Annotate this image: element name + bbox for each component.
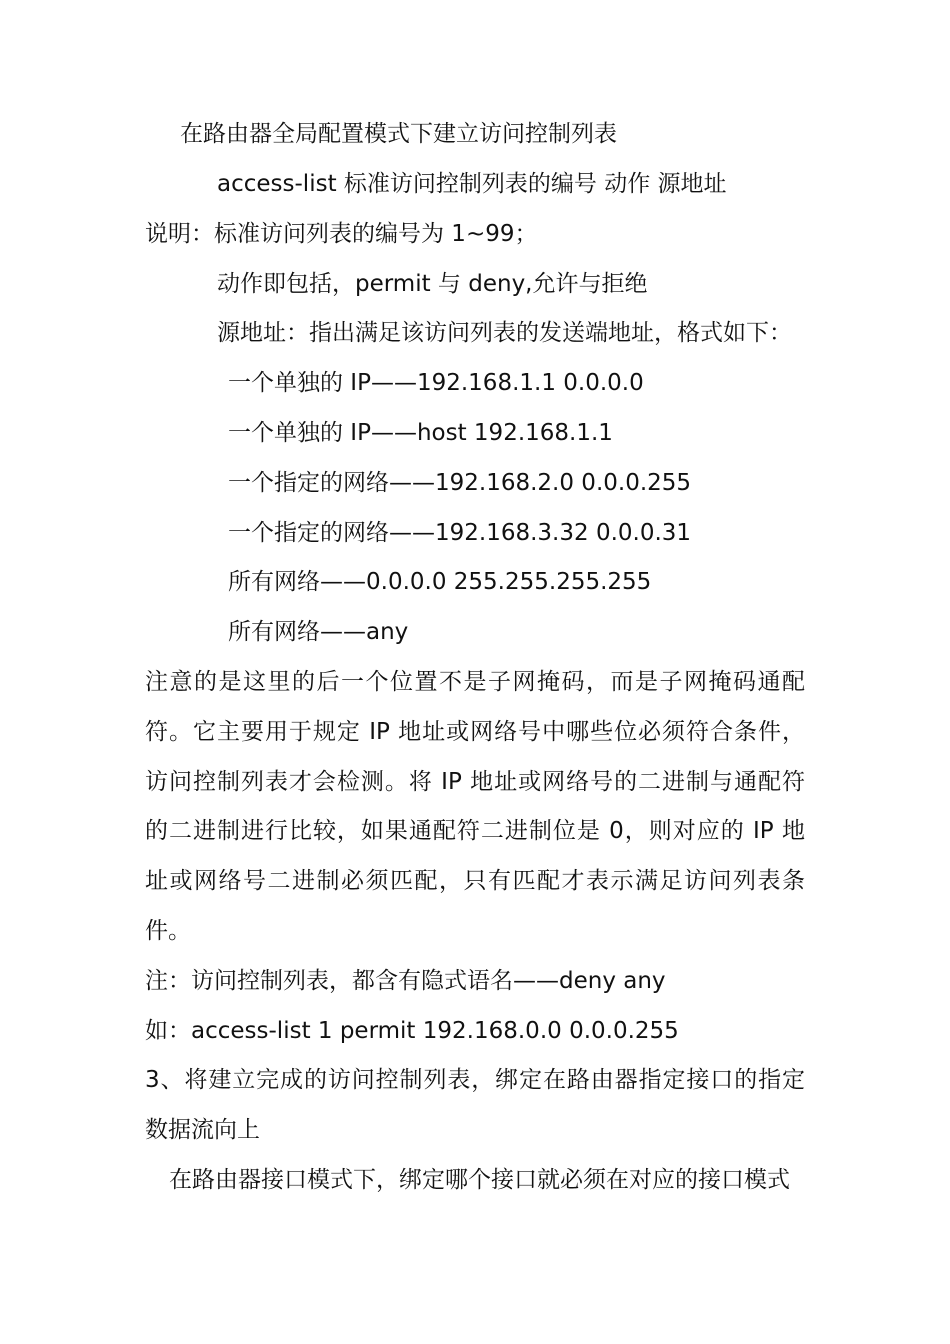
text-line-19: 如：access-list 1 permit 192.168.0.0 0.0.0.255	[145, 1018, 679, 1044]
text-line-4: 动作即包括，permit 与 deny,允许与拒绝	[217, 271, 648, 297]
text-line-6: 一个单独的 IP——192.168.1.1 0.0.0.0	[228, 370, 644, 396]
text-line-10: 所有网络——0.0.0.0 255.255.255.255	[228, 569, 652, 595]
text-line-15: 的二进制进行比较，如果通配符二进制位是 0，则对应的 IP 地	[145, 818, 805, 844]
text-line-8: 一个指定的网络——192.168.2.0 0.0.0.255	[228, 470, 692, 496]
text-line-21: 数据流向上	[145, 1117, 260, 1143]
text-line-16: 址或网络号二进制必须匹配，只有匹配才表示满足访问列表条	[145, 868, 805, 894]
text-line-13: 符。它主要用于规定 IP 地址或网络号中哪些位必须符合条件，	[145, 719, 805, 745]
text-line-2: access-list 标准访问控制列表的编号 动作 源地址	[217, 171, 727, 197]
text-line-20: 3、将建立完成的访问控制列表，绑定在路由器指定接口的指定	[145, 1067, 805, 1093]
text-line-3: 说明：标准访问列表的编号为 1~99；	[145, 221, 538, 247]
text-line-14: 访问控制列表才会检测。将 IP 地址或网络号的二进制与通配符	[145, 769, 805, 795]
text-line-7: 一个单独的 IP——host 192.168.1.1	[228, 420, 613, 446]
text-line-22: 在路由器接口模式下，绑定哪个接口就必须在对应的接口模式	[169, 1167, 790, 1193]
text-line-1: 在路由器全局配置模式下建立访问控制列表	[180, 121, 617, 147]
text-line-17: 件。	[145, 918, 191, 944]
text-line-5: 源地址：指出满足该访问列表的发送端地址，格式如下：	[217, 320, 792, 346]
text-line-12: 注意的是这里的后一个位置不是子网掩码，而是子网掩码通配	[145, 669, 805, 695]
text-line-9: 一个指定的网络——192.168.3.32 0.0.0.31	[228, 520, 692, 546]
text-line-11: 所有网络——any	[228, 619, 409, 645]
text-line-18: 注：访问控制列表，都含有隐式语名——deny any	[145, 968, 666, 994]
